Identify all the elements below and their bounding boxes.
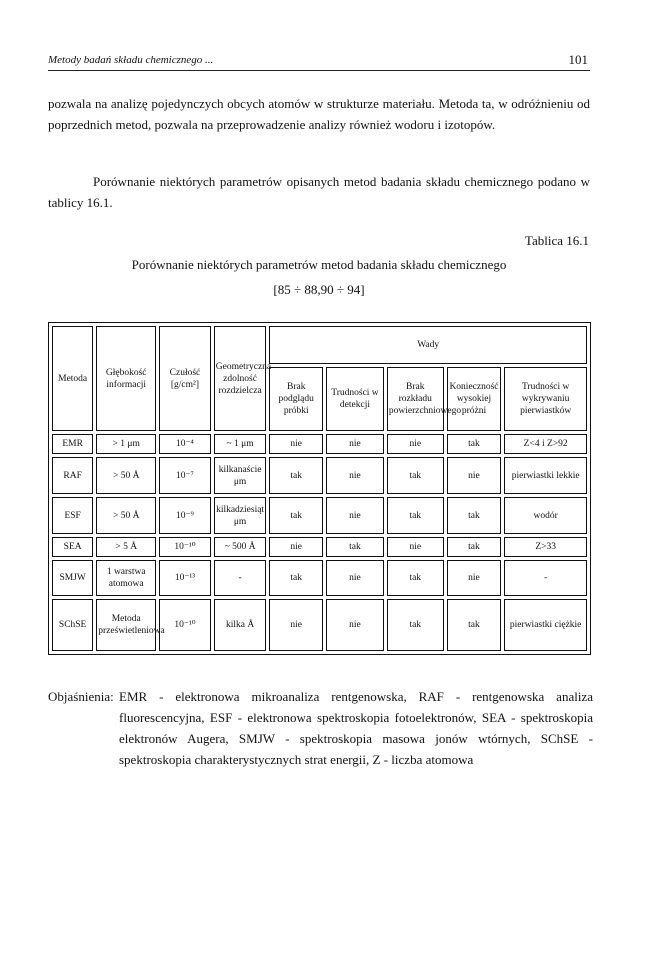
cell-proznia: tak [447, 497, 502, 534]
cell-geom: kilka Å [214, 599, 267, 651]
explanations-label: Objaśnienia: [48, 689, 114, 704]
cell-brak-rozkladu: nie [387, 434, 444, 454]
header-trudnosci-detekcji: Trudności w detekcji [326, 367, 384, 431]
explanations [48, 686, 593, 770]
cell-brak-rozkladu: tak [387, 457, 444, 494]
cell-brak-rozkladu: tak [387, 560, 444, 596]
cell-brak-podgladu: nie [269, 537, 323, 557]
table-row [52, 434, 587, 454]
cell-trudnosci: nie [326, 434, 384, 454]
table-row [52, 560, 587, 596]
cell-geom: ~ 500 Å [214, 537, 267, 557]
cell-geom: - [214, 560, 267, 596]
table-caption: Porównanie niektórych parametrów metod badania składu chemicznego [131, 257, 507, 272]
cell-trudnosci: nie [326, 560, 384, 596]
cell-glebokosc: > 50 Å [96, 457, 156, 494]
cell-metoda: SMJW [52, 560, 93, 596]
cell-wykrywanie: Z<4 i Z>92 [504, 434, 587, 454]
cell-glebokosc: > 5 Å [96, 537, 156, 557]
comparison-table [48, 322, 591, 655]
cell-brak-podgladu: nie [269, 599, 323, 651]
header-brak-rozkladu: Brak rozkładu powierzchniowego [387, 367, 444, 431]
cell-glebokosc: > 50 Å [96, 497, 156, 534]
page-number: 101 [568, 52, 588, 67]
header-geometryczna: Geometryczna zdolność rozdzielcza [214, 326, 267, 431]
cell-metoda: ESF [52, 497, 93, 534]
paragraph-2: Porównanie niektórych parametrów opisanych metod badania składu chemicznego podano w tablicy 16.1. [48, 174, 590, 210]
explanations-text: EMR - elektronowa mikroanaliza rentgenowska, RAF - rentgenowska analiza fluorescencyjna, ESF - elektronowa spektroskopia fotoelektronów, SEA - spektroskopia elektronów Augera, SMJW - spektroskopia masowa jonów wtórnych, SChSE - spektroskopia charakterystycznych strat energii, Z - liczba atomowa [119, 689, 593, 767]
cell-czulosc: 10⁻⁴ [159, 434, 211, 454]
cell-brak-rozkladu: tak [387, 497, 444, 534]
header-czulosc: Czułość [g/cm²] [159, 326, 211, 431]
cell-wykrywanie: Z>33 [504, 537, 587, 557]
paragraph-1: pozwala na analizę pojedynczych obcych atomów w strukturze materiału. Metoda ta, w odróżnieniu od poprzednich metod, pozwala na przeprowadzenie analizy również wodoru i izotopów. [48, 96, 590, 132]
cell-wykrywanie: pierwiastki lekkie [504, 457, 587, 494]
cell-geom: ~ 1 μm [214, 434, 267, 454]
cell-metoda: SChSE [52, 599, 93, 651]
header-koniecznosc-prozni: Konieczność wysokiej próżni [447, 367, 502, 431]
cell-czulosc: 10⁻¹⁰ [159, 537, 211, 557]
cell-wykrywanie: - [504, 560, 587, 596]
cell-czulosc: 10⁻⁷ [159, 457, 211, 494]
cell-czulosc: 10⁻⁹ [159, 497, 211, 534]
cell-metoda: RAF [52, 457, 93, 494]
table-row [52, 537, 587, 557]
cell-glebokosc: > 1 μm [96, 434, 156, 454]
cell-glebokosc: 1 warstwa atomowa [96, 560, 156, 596]
cell-trudnosci: nie [326, 599, 384, 651]
header-trudnosci-wykrywania: Trudności w wykrywaniu pierwiastków [504, 367, 587, 431]
cell-trudnosci: nie [326, 457, 384, 494]
header-brak-podgladu: Brak podglądu próbki [269, 367, 323, 431]
header-metoda: Metoda [52, 326, 93, 431]
header-title: Metody badań składu chemicznego ... [48, 54, 214, 66]
cell-geom: kilkanaście μm [214, 457, 267, 494]
cell-wykrywanie: wodór [504, 497, 587, 534]
cell-proznia: tak [447, 434, 502, 454]
cell-metoda: SEA [52, 537, 93, 557]
cell-brak-rozkladu: tak [387, 599, 444, 651]
table-label: Tablica 16.1 [524, 233, 589, 248]
header-glebokosc: Głębokość informacji [96, 326, 156, 431]
cell-brak-podgladu: tak [269, 497, 323, 534]
cell-czulosc: 10⁻¹³ [159, 560, 211, 596]
cell-proznia: nie [447, 560, 502, 596]
cell-brak-podgladu: tak [269, 457, 323, 494]
cell-wykrywanie: pierwiastki ciężkie [504, 599, 587, 651]
cell-trudnosci: nie [326, 497, 384, 534]
cell-brak-rozkladu: nie [387, 537, 444, 557]
cell-trudnosci: tak [326, 537, 384, 557]
table-row [52, 599, 587, 651]
table-references: [85 ÷ 88,90 ÷ 94] [273, 282, 365, 297]
header-wady: Wady [269, 326, 587, 364]
cell-brak-podgladu: nie [269, 434, 323, 454]
cell-proznia: tak [447, 537, 502, 557]
cell-metoda: EMR [52, 434, 93, 454]
running-header [48, 54, 590, 71]
cell-proznia: nie [447, 457, 502, 494]
cell-czulosc: 10⁻¹⁰ [159, 599, 211, 651]
cell-glebokosc: Metoda prześwietleniowa [96, 599, 156, 651]
cell-proznia: tak [447, 599, 502, 651]
table-row [52, 457, 587, 494]
cell-geom: kilkadziesiąt μm [214, 497, 267, 534]
table-row [52, 497, 587, 534]
cell-brak-podgladu: tak [269, 560, 323, 596]
